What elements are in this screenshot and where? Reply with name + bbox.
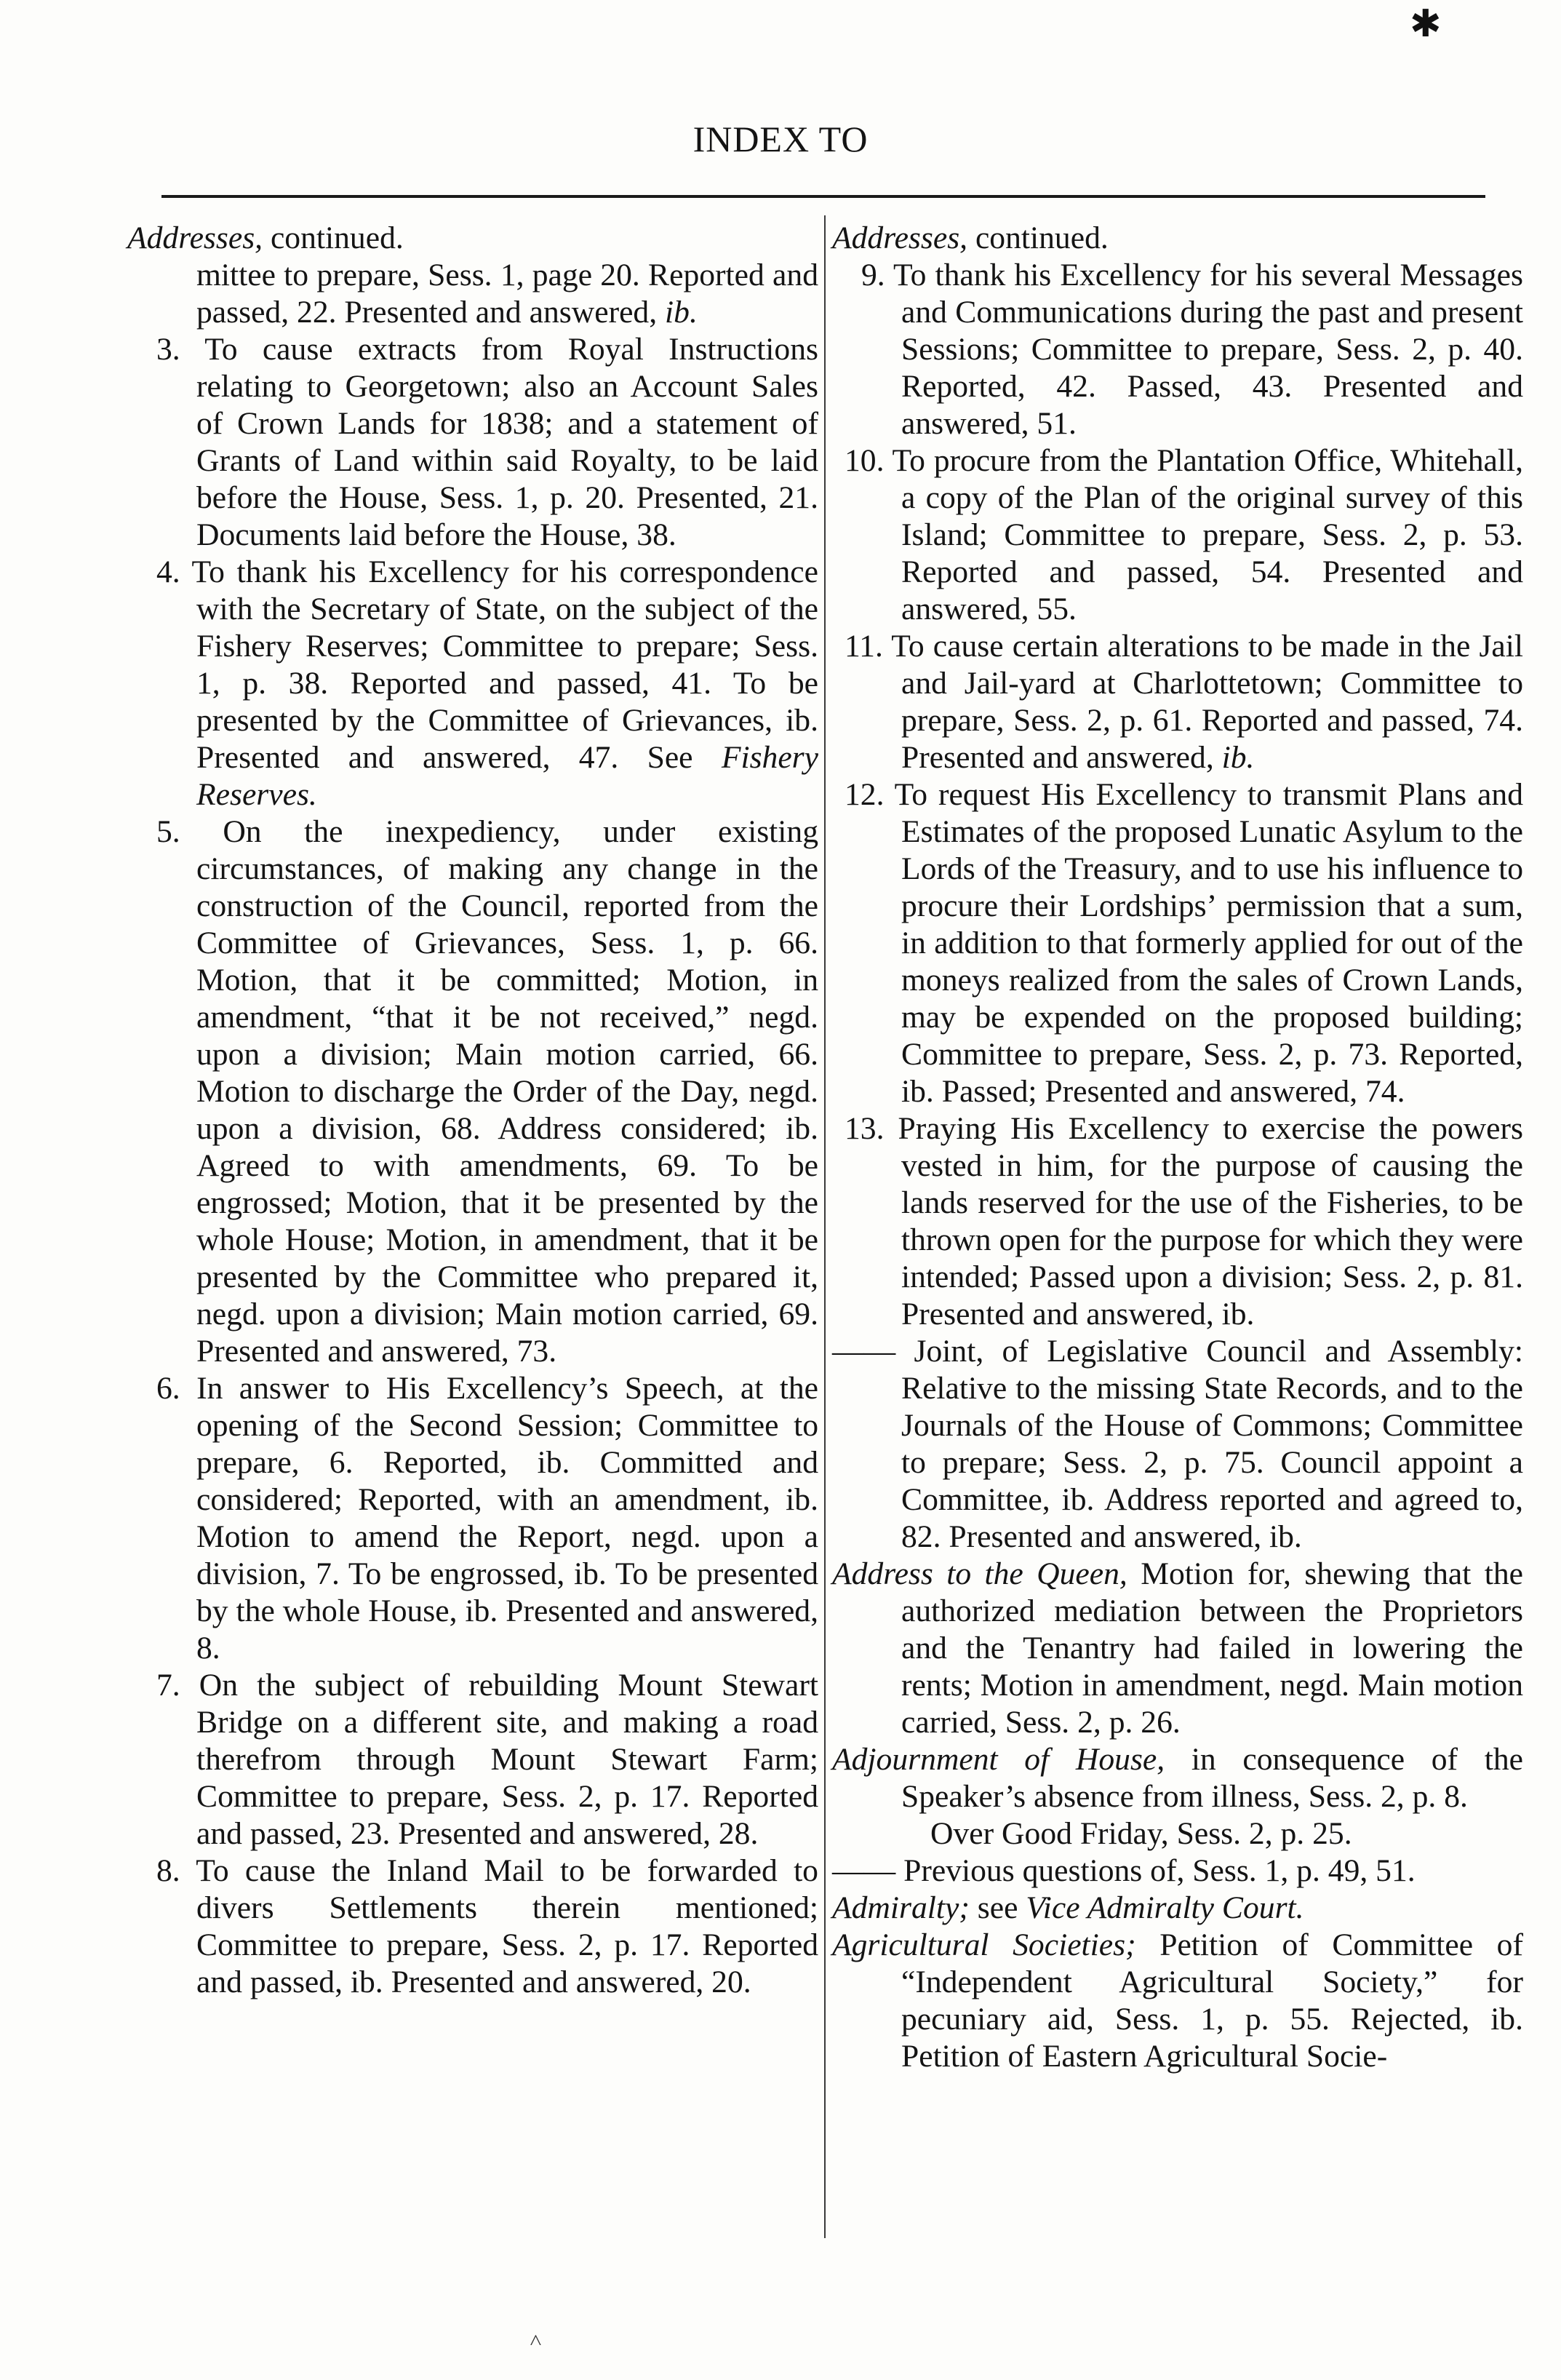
index-entry: 4. To thank his Excellency for his correspondence with the Secretary of State, on the subject of the Fishery Reserves; Committee to prepare; Sess. 1, p. 38. Reported and passed, 41. To be presented by the Committee of Grievances, ib. Presented and answered, 47. See Fishery Reserves. [156, 554, 818, 812]
index-entry: Address to the Queen, Motion for, shewing that the authorized mediation between the Proprietors and the Tenantry had failed in lowering the rents; Motion in amendment, negd. Main motion carried, Sess. 2, p. 26. [832, 1556, 1523, 1740]
footer-mark: ˄ [530, 2328, 542, 2352]
index-entry: 10. To procure from the Plantation Office, Whitehall, a copy of the Plan of the original survey of this Island; Committee to prepare, Sess. 2, p. 53. Reported and passed, 54. Presented and answered, 55. [845, 443, 1523, 626]
page-header: INDEX TO [692, 119, 869, 159]
index-subentry: Over Good Friday, Sess. 2, p. 25. [930, 1816, 1352, 1851]
index-subentry: —— Previous questions of, Sess. 1, p. 49, 51. [832, 1853, 1416, 1888]
index-entry: 13. Praying His Excellency to exercise the powers vested in him, for the purpose of causing the lands reserved for the use of the Fisheries, to be thrown open for the purpose for which they were intended; Passed upon a division; Sess. 2, p. 81. Presented and answered, ib. [845, 1111, 1524, 1332]
index-entry: Admiralty; see Vice Admiralty Court. [832, 1890, 1304, 1925]
index-entry: 3. To cause extracts from Royal Instructions relating to Georgetown; also an Account Sales of Crown Lands for 1838; and a statement of Grants of Land within said Royalty, to be laid before the House, Sess. 1, p. 20. Presented, 21. Documents laid before the House, 38. [156, 332, 818, 552]
index-continuation: mittee to prepare, Sess. 1, page 20. Reported and passed, 22. Presented and answered, ib. [196, 258, 818, 330]
index-subentry: —— Joint, of Legislative Council and Assembly: Relative to the missing State Records, and to the Journals of the House of Commons; Committee to prepare; Sess. 2, p. 75. Council appoint a Committee, ib. Address reported and agreed to, 82. Presented and answered, ib. [832, 1334, 1523, 1554]
left-column [127, 220, 818, 2001]
index-entry: 11. To cause certain alterations to be made in the Jail and Jail-yard at Charlottetown; Committee to prepare, Sess. 2, p. 61. Reported and passed, 74. Presented and answered, ib. [845, 629, 1523, 775]
header-rule [161, 195, 1485, 198]
index-entry: 6. In answer to His Excellency’s Speech, at the opening of the Second Session; Committee to prepare, 6. Reported, ib. Committed and considered; Reported, with an amendment, ib. Motion to amend the Report, negd. upon a division, 7. To be engrossed, ib. To be presented by the whole House, ib. Presented and answered, 8. [156, 1371, 818, 1665]
corner-mark: ✱ [1410, 4, 1442, 45]
column-divider [824, 215, 826, 2238]
index-heading: Addresses, continued. [127, 220, 404, 255]
index-entry: Adjournment of House, in consequence of the Speaker’s absence from illness, Sess. 2, p. 8. [832, 1742, 1523, 1814]
index-entry: 8. To cause the Inland Mail to be forwarded to divers Settlements therein mentioned; Committee to prepare, Sess. 2, p. 17. Reported and passed, ib. Presented and answered, 20. [156, 1853, 818, 1999]
index-entry: Agricultural Societies; Petition of Committee of “Independent Agricultural Society,” for pecuniary aid, Sess. 1, p. 55. Rejected, ib. Petition of Eastern Agricultural Socie- [832, 1927, 1523, 2074]
index-entry: 5. On the inexpediency, under existing circumstances, of making any change in the construction of the Council, reported from the Committee of Grievances, Sess. 1, p. 66. Motion, that it be committed; Motion, in amendment, “that it be not received,” negd. upon a division; Main motion carried, 66. Motion to discharge the Order of the Day, negd. upon a division, 68. Address considered; ib. Agreed to with amendments, 69. To be engrossed; Motion, that it be presented by the whole House; Motion, in amendment, that it be presented by the Committee who prepared it, negd. upon a division; Main motion carried, 69. Presented and answered, 73. [156, 814, 818, 1369]
index-heading: Addresses, continued. [832, 220, 1109, 255]
index-entry: 9. To thank his Excellency for his several Messages and Communications during the past and present Sessions; Committee to prepare, Sess. 2, p. 40. Reported, 42. Passed, 43. Presented and answered, 51. [861, 258, 1523, 441]
right-column [832, 220, 1523, 2075]
index-entry: 7. On the subject of rebuilding Mount Stewart Bridge on a different site, and making a road therefrom through Mount Stewart Farm; Committee to prepare, Sess. 2, p. 17. Reported and passed, 23. Presented and answered, 28. [156, 1668, 818, 1851]
index-entry: 12. To request His Excellency to transmit Plans and Estimates of the proposed Lunatic Asylum to the Lords of the Treasury, and to use his influence to procure their Lordships’ permission that a sum, in addition to that formerly applied for out of the moneys realized from the sales of Crown Lands, may be expended on the proposed building; Committee to prepare, Sess. 2, p. 73. Reported, ib. Passed; Presented and answered, 74. [845, 777, 1523, 1109]
